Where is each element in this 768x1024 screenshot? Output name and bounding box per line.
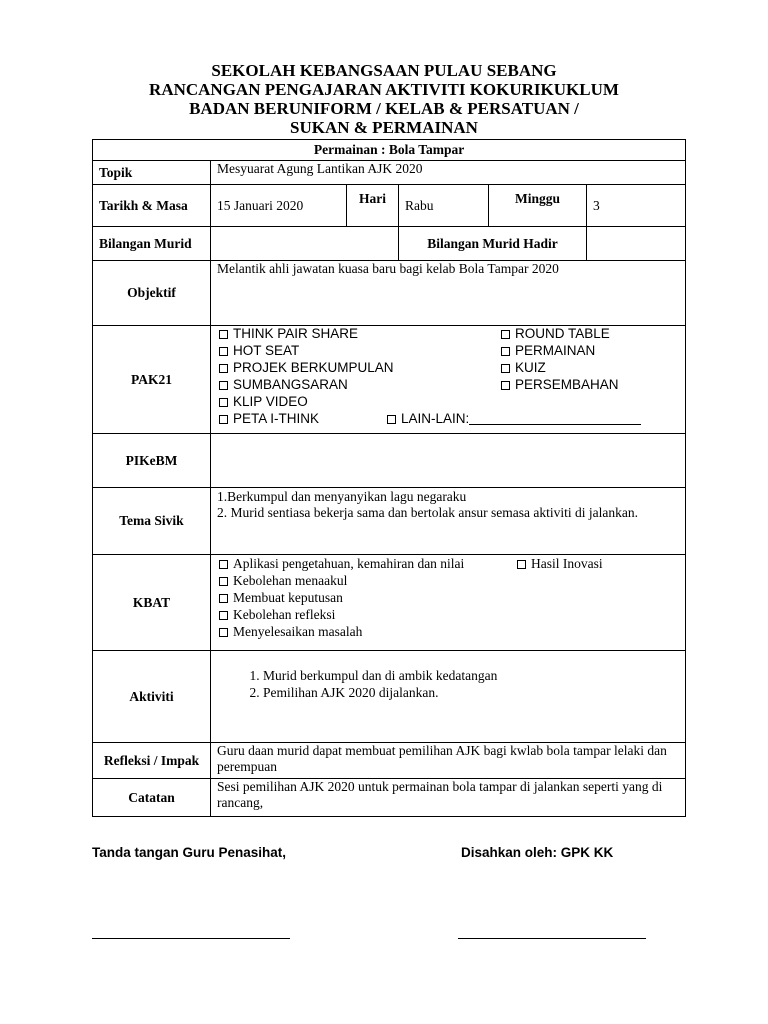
refleksi-label: Refleksi / Impak <box>93 743 211 779</box>
school-name: SEKOLAH KEBANGSAAN PULAU SEBANG <box>211 61 557 80</box>
kbat-menaakul[interactable]: Kebolehan menaakul <box>219 573 347 590</box>
checkbox-icon[interactable] <box>219 577 228 586</box>
checkbox-icon[interactable] <box>219 415 228 424</box>
minggu-label: Minggu <box>489 185 587 227</box>
document-header <box>0 61 768 137</box>
checkbox-icon[interactable] <box>219 330 228 339</box>
checkbox-icon[interactable] <box>219 398 228 407</box>
pak21-label: PAK21 <box>93 326 211 434</box>
aktiviti-item: 2. Pemilihan AJK 2020 dijalankan. <box>263 684 685 701</box>
kbat-options <box>211 555 686 651</box>
tema-label: Tema Sivik <box>93 488 211 555</box>
approval-signature-line <box>458 938 646 939</box>
approval-label: Disahkan oleh: GPK KK <box>461 845 614 860</box>
minggu-value: 3 <box>587 185 686 227</box>
tema-line-1: 1.Berkumpul dan menyanyikan lagu negaraku <box>217 489 467 504</box>
aktiviti-list <box>217 667 685 701</box>
bilangan-value <box>211 227 399 261</box>
game-title-cell <box>93 140 686 161</box>
kbat-masalah[interactable]: Menyelesaikan masalah <box>219 624 362 641</box>
pak21-options <box>211 326 686 434</box>
catatan-label: Catatan <box>93 779 211 817</box>
checkbox-icon[interactable] <box>387 415 396 424</box>
checkbox-icon[interactable] <box>501 330 510 339</box>
objektif-label: Objektif <box>93 261 211 326</box>
pak21-permainan[interactable]: PERMAINAN <box>501 343 595 360</box>
checkbox-icon[interactable] <box>219 628 228 637</box>
checkbox-icon[interactable] <box>501 364 510 373</box>
pak21-klip-video[interactable]: KLIP VIDEO <box>219 394 308 411</box>
tarikh-value: 15 Januari 2020 <box>211 185 347 227</box>
pak21-round-table[interactable]: ROUND TABLE <box>501 326 610 343</box>
category-line-2: SUKAN & PERMAINAN <box>290 118 478 137</box>
pak21-projek[interactable]: PROJEK BERKUMPULAN <box>219 360 394 377</box>
advisor-signature-line <box>92 938 290 939</box>
checkbox-icon[interactable] <box>517 560 526 569</box>
pak21-sumbangsaran[interactable]: SUMBANGSARAN <box>219 377 348 394</box>
checkbox-icon[interactable] <box>219 560 228 569</box>
pak21-persembahan[interactable]: PERSEMBAHAN <box>501 377 619 394</box>
hadir-value <box>587 227 686 261</box>
checkbox-icon[interactable] <box>219 347 228 356</box>
bilangan-label: Bilangan Murid <box>93 227 211 261</box>
advisor-signature-label: Tanda tangan Guru Penasihat, <box>92 845 287 860</box>
lain-line <box>469 412 641 425</box>
hadir-label: Bilangan Murid Hadir <box>399 227 587 261</box>
aktiviti-item: 1. Murid berkumpul dan di ambik kedatangan <box>263 667 685 684</box>
pak21-hot-seat[interactable]: HOT SEAT <box>219 343 299 360</box>
tema-value <box>211 488 686 555</box>
pikebm-value <box>211 434 686 488</box>
kbat-aplikasi[interactable]: Aplikasi pengetahuan, kemahiran dan nilai <box>219 556 464 573</box>
pak21-lain[interactable]: LAIN-LAIN: <box>387 411 641 428</box>
checkbox-icon[interactable] <box>219 364 228 373</box>
checkbox-icon[interactable] <box>219 611 228 620</box>
kbat-hasil[interactable]: Hasil Inovasi <box>517 556 603 573</box>
tema-line-2: 2. Murid sentiasa bekerja sama dan bertolak ansur semasa aktiviti di jalankan. <box>217 505 638 520</box>
aktiviti-label: Aktiviti <box>93 651 211 743</box>
pak21-kuiz[interactable]: KUIZ <box>501 360 546 377</box>
kbat-label: KBAT <box>93 555 211 651</box>
pikebm-label: PIKeBM <box>93 434 211 488</box>
checkbox-icon[interactable] <box>219 381 228 390</box>
topik-label: Topik <box>93 161 211 185</box>
catatan-value: Sesi pemilihan AJK 2020 untuk permainan bola tampar di jalankan seperti yang di rancang, <box>211 779 686 817</box>
aktiviti-value <box>211 651 686 743</box>
tarikh-label: Tarikh & Masa <box>93 185 211 227</box>
pak21-peta[interactable]: PETA I-THINK <box>219 411 319 428</box>
pak21-think-pair-share[interactable]: THINK PAIR SHARE <box>219 326 358 343</box>
objektif-value: Melantik ahli jawatan kuasa baru bagi kelab Bola Tampar 2020 <box>211 261 686 326</box>
plan-title: RANCANGAN PENGAJARAN AKTIVITI KOKURIKUKLUM <box>149 80 619 99</box>
hari-value: Rabu <box>399 185 489 227</box>
kbat-refleksi[interactable]: Kebolehan refleksi <box>219 607 335 624</box>
refleksi-value: Guru daan murid dapat membuat pemilihan AJK bagi kwlab bola tampar lelaki dan perempuan <box>211 743 686 779</box>
checkbox-icon[interactable] <box>219 594 228 603</box>
lesson-plan-table <box>92 139 686 817</box>
game-title: Permainan : Bola Tampar <box>313 142 465 157</box>
category-line: BADAN BERUNIFORM / KELAB & PERSATUAN / <box>189 99 579 118</box>
checkbox-icon[interactable] <box>501 381 510 390</box>
hari-label: Hari <box>347 185 399 227</box>
topik-value: Mesyuarat Agung Lantikan AJK 2020 <box>211 161 686 185</box>
kbat-keputusan[interactable]: Membuat keputusan <box>219 590 343 607</box>
checkbox-icon[interactable] <box>501 347 510 356</box>
